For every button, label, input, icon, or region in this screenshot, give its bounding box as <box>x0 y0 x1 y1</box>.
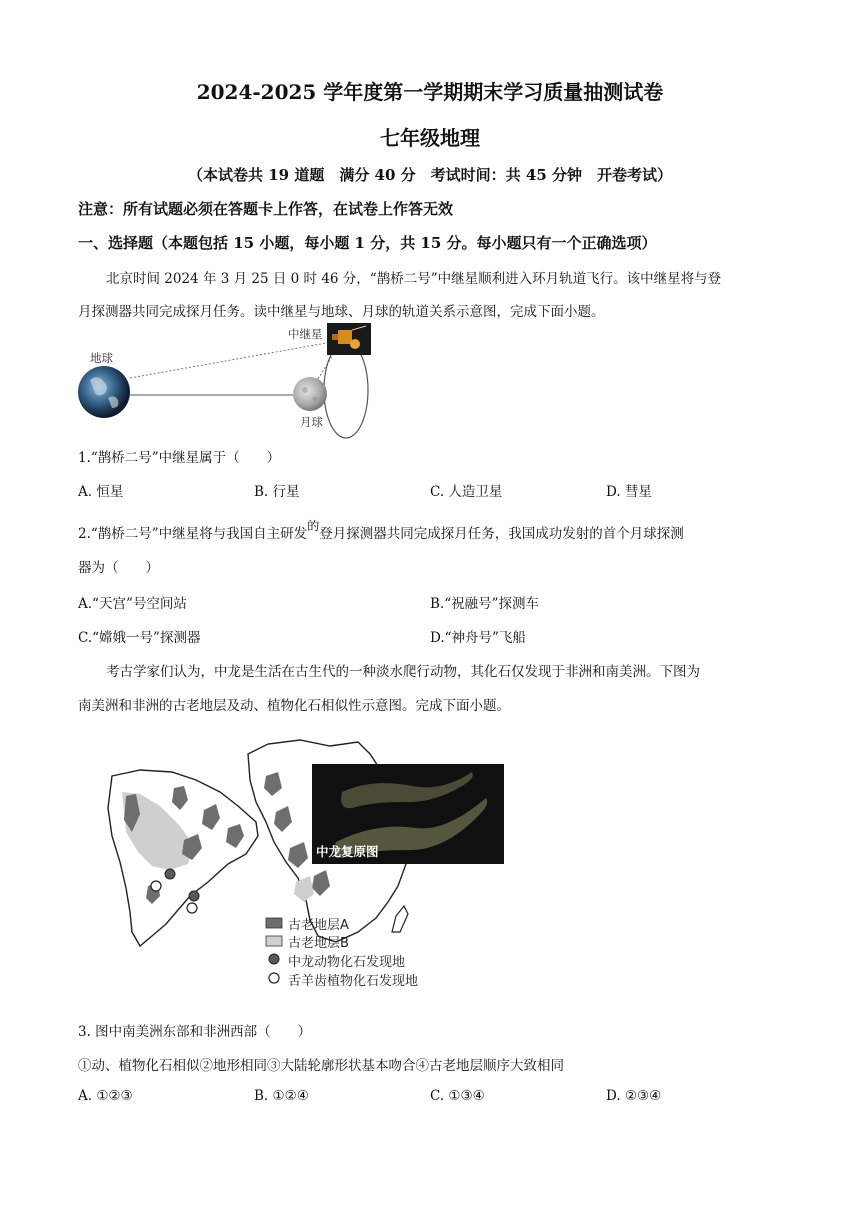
q2-stem-line2: 器为（ ） <box>78 560 159 576</box>
moon-icon <box>293 377 327 411</box>
mesosaurus-fossil-site <box>165 869 175 879</box>
legend-swatch-plant-fossil <box>269 973 279 983</box>
legend-swatch-animal-fossil <box>269 954 279 964</box>
q2-option-d: D.“神舟号”飞船 <box>430 630 526 646</box>
madagascar-outline <box>392 906 408 932</box>
lunar-orbit <box>324 342 368 438</box>
q1-option-b: B. 行星 <box>254 484 300 500</box>
relay-label: 中继星 <box>288 327 323 341</box>
q3-option-b: B. ①②④ <box>254 1088 309 1104</box>
q2-option-a: A.“天宫”号空间站 <box>78 596 187 612</box>
legend-swatch-stratum-a <box>266 918 282 928</box>
mesosaurus-figure <box>341 772 473 808</box>
orbit-diagram-svg <box>74 320 384 442</box>
glossopteris-fossil-site <box>187 903 197 913</box>
mesosaurus-photo <box>312 764 504 864</box>
glossopteris-fossil-site <box>151 881 161 891</box>
orbit-diagram <box>74 320 384 442</box>
q3-option-a: A. ①②③ <box>78 1088 133 1104</box>
exam-notice: 注意：所有试题必须在答题卡上作答，在试卷上作答无效 <box>78 200 454 218</box>
q1-option-d: D. 彗星 <box>606 484 652 500</box>
exam-subtitle: 七年级地理 <box>380 126 480 150</box>
legend-swatch-stratum-b <box>266 936 282 946</box>
q2-option-c: C.“嫦娥一号”探测器 <box>78 630 201 646</box>
q1-stem: 1.“鹊桥二号”中继星属于（ ） <box>78 450 281 466</box>
legend-plant-fossil: 舌羊齿植物化石发现地 <box>288 974 419 989</box>
legend-animal-fossil: 中龙动物化石发现地 <box>288 955 406 970</box>
q1-option-a: A. 恒星 <box>78 484 124 500</box>
q2-stem-sup: 的 <box>307 519 320 533</box>
q1-option-c: C. 人造卫星 <box>430 484 503 500</box>
q3-option-d: D. ②③④ <box>606 1088 662 1104</box>
passage2-line1: 考古学家们认为，中龙是生活在古生代的一种淡水爬行动物，其化石仅发现于非洲和南美洲。下图为 <box>106 664 700 680</box>
passage2-line2: 南美洲和非洲的古老地层及动、植物化石相似性示意图。完成下面小题。 <box>78 698 510 714</box>
q3-stem: 3. 图中南美洲东部和非洲西部（ ） <box>78 1024 312 1040</box>
earth-relay-line <box>130 342 332 378</box>
q3-option-c: C. ①③④ <box>430 1088 485 1104</box>
passage1-line2: 月探测器共同完成探月任务。读中继星与地球、月球的轨道关系示意图，完成下面小题。 <box>78 304 605 320</box>
section-heading: 一、选择题（本题包括 15 小题，每小题 1 分，共 15 分。每小题只有一个正确选项） <box>78 234 657 252</box>
q2-stem-a: 2.“鹊桥二号”中继星将与我国自主研发 <box>78 526 308 542</box>
q3-statements: ①动、植物化石相似②地形相同③大陆轮廓形状基本吻合④古老地层顺序大致相同 <box>78 1058 564 1074</box>
moon-label: 月球 <box>300 415 323 429</box>
q2-option-b: B.“祝融号”探测车 <box>430 596 540 612</box>
earth-label: 地球 <box>90 351 113 365</box>
legend-stratum-a: 古老地层A <box>288 918 349 933</box>
q2-stem-line1 <box>78 519 684 542</box>
exam-info: （本试卷共 19 道题 满分 40 分 考试时间：共 45 分钟 开卷考试） <box>188 166 672 184</box>
q2-stem-b: 登月探测器共同完成探月任务，我国成功发射的首个月球探测 <box>319 526 684 542</box>
exam-title: 2024-2025 学年度第一学期期末学习质量抽测试卷 <box>196 80 664 104</box>
legend-stratum-b: 古老地层B <box>288 936 349 951</box>
mesosaurus-fossil-site <box>189 891 199 901</box>
passage1-line1: 北京时间 2024 年 3 月 25 日 0 时 46 分，“鹊桥二号”中继星顺利进入环月轨道飞行。该中继星将与登 <box>106 271 722 287</box>
photo-caption: 中龙复原图 <box>316 844 379 859</box>
